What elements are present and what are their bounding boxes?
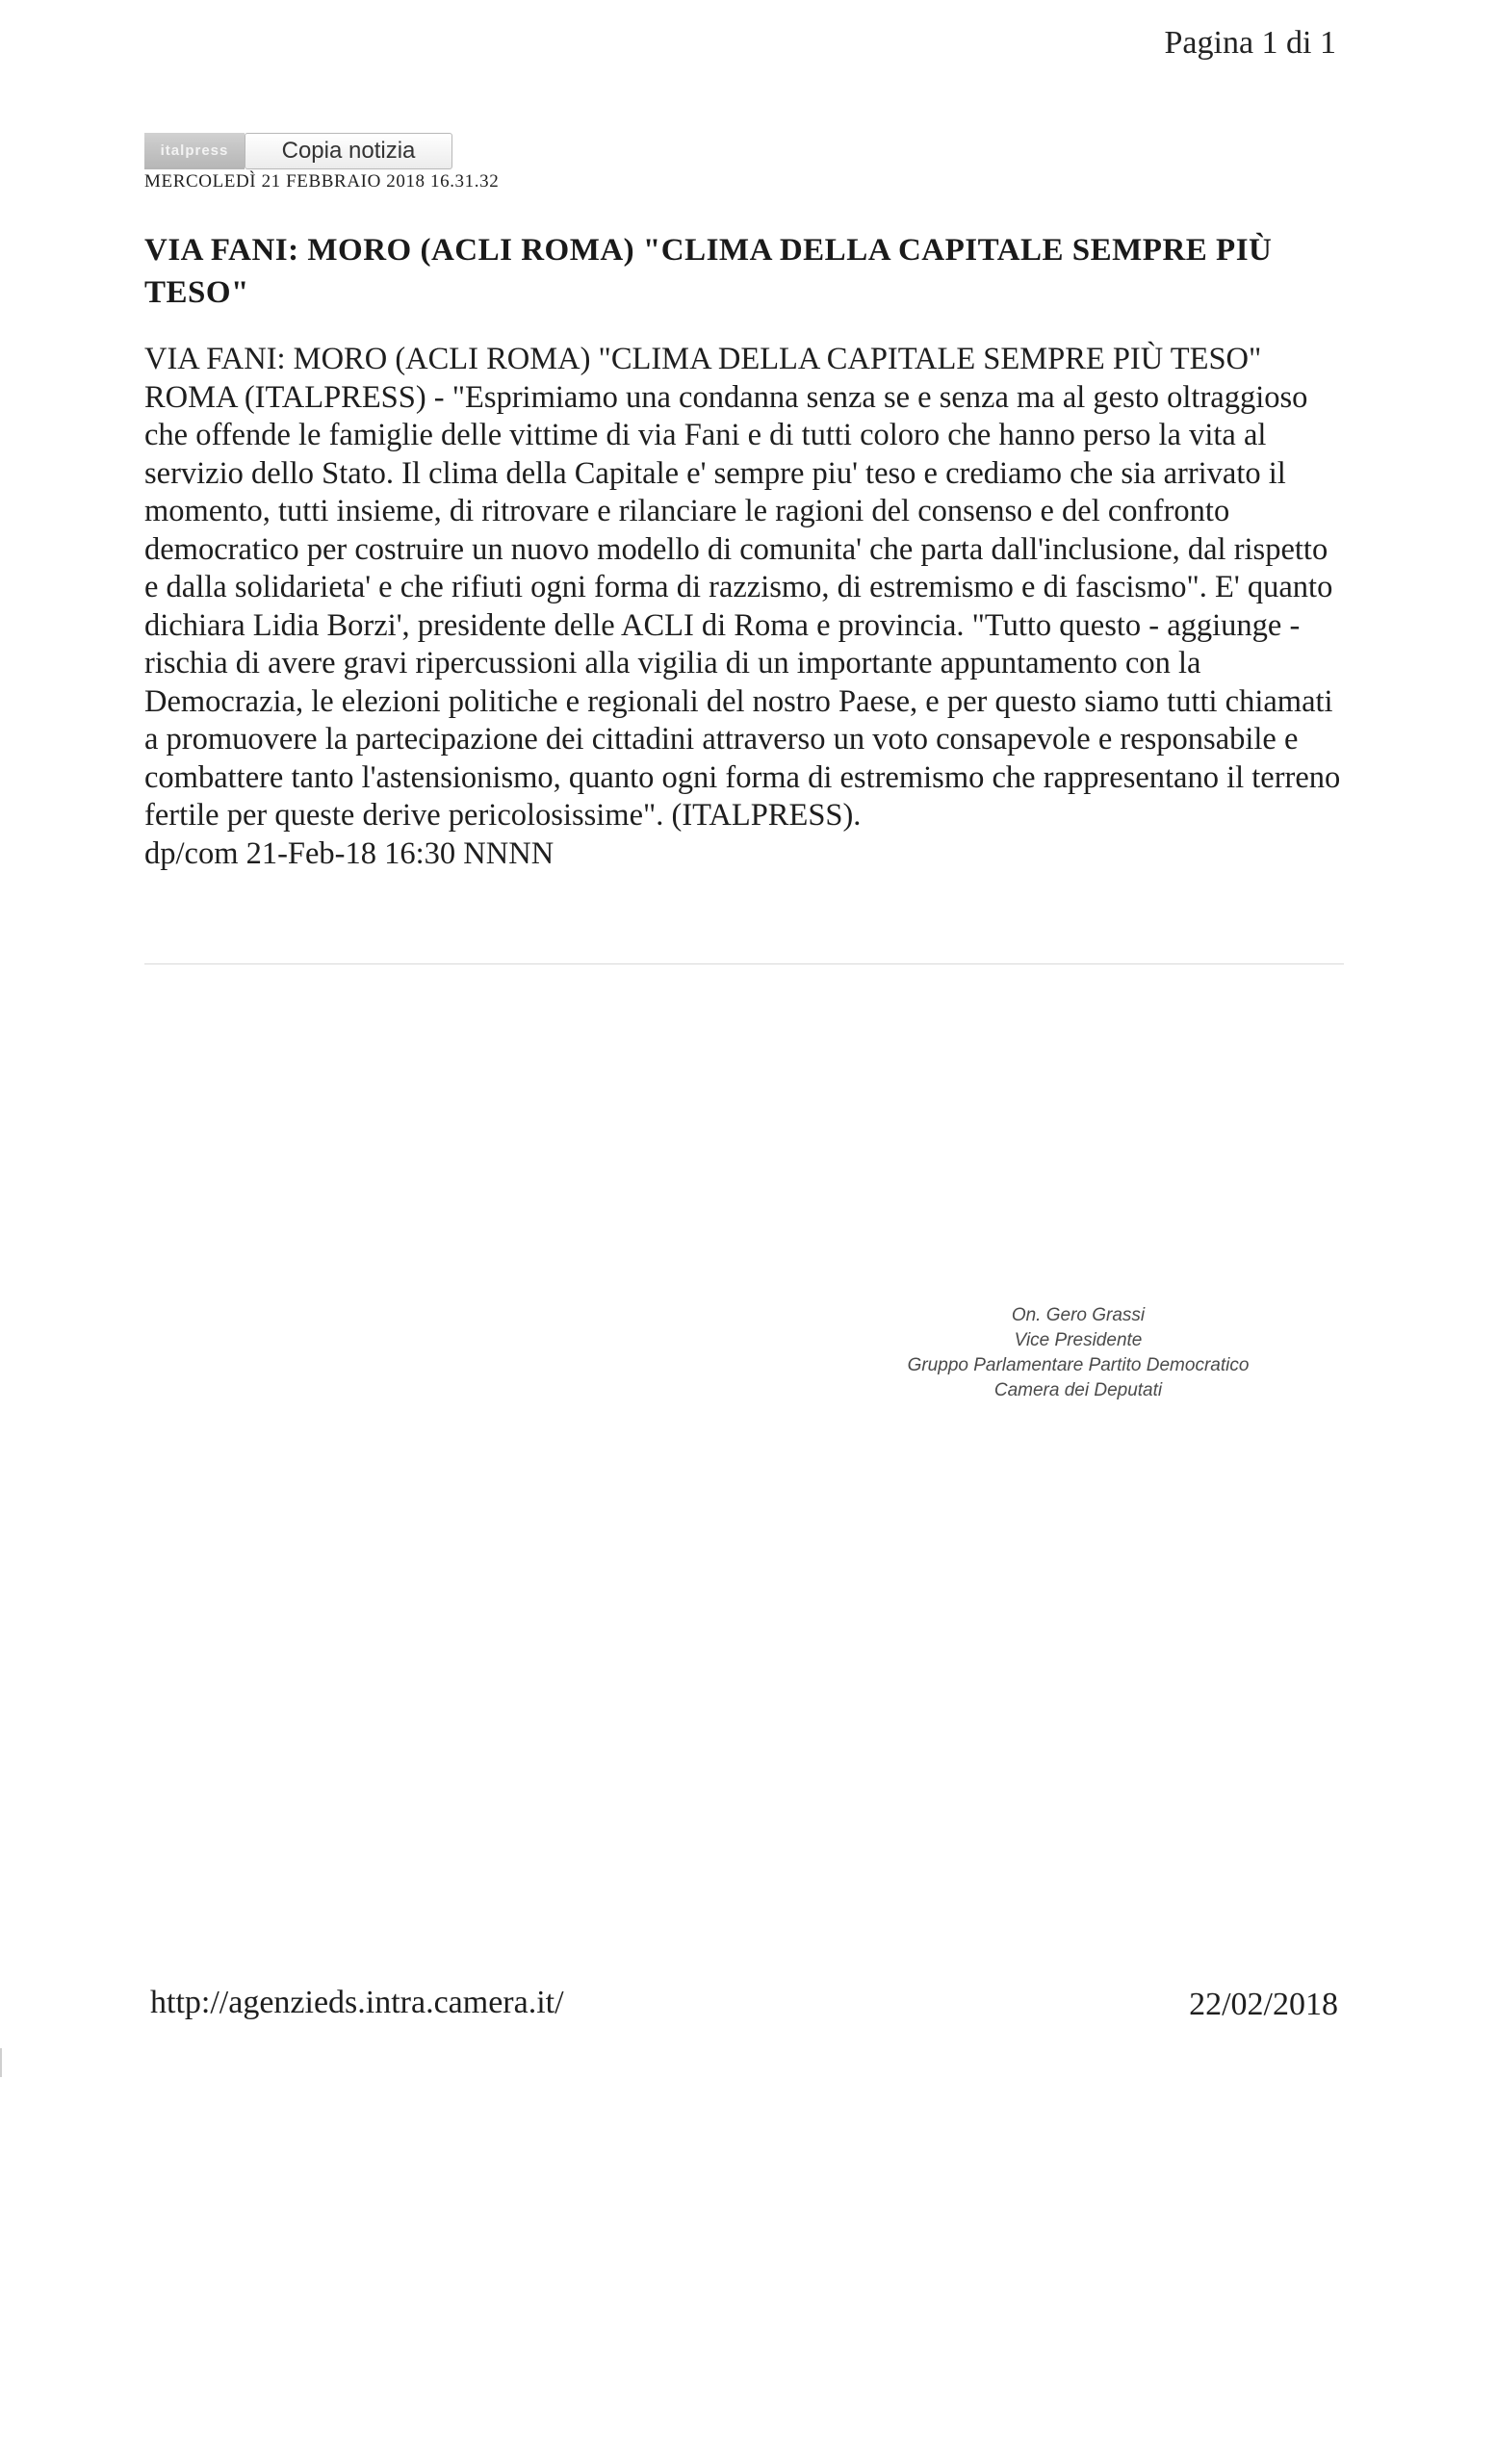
divider	[144, 963, 1344, 964]
stamp-institution: Camera dei Deputati	[993, 1380, 1163, 1400]
article-sign-off: dp/com 21-Feb-18 16:30 NNNN	[144, 835, 555, 871]
signature-stamp	[741, 1303, 1415, 1403]
dateline: MERCOLEDÌ 21 FEBBRAIO 2018 16.31.32	[144, 171, 500, 192]
stamp-name: On. Gero Grassi	[1011, 1305, 1146, 1325]
article-body	[144, 341, 1348, 873]
page-number: Pagina 1 di 1	[1164, 25, 1336, 61]
italpress-logo: italpress	[144, 133, 245, 169]
article-headline: VIA FANI: MORO (ACLI ROMA) "CLIMA DELLA CAPITALE SEMPRE PIÙ TESO"	[144, 233, 1273, 310]
copy-news-button[interactable]: Copia notizia	[245, 133, 452, 169]
footer-date: 22/02/2018	[1189, 1987, 1338, 2022]
stamp-role: Vice Presidente	[1014, 1330, 1143, 1350]
source-bar	[144, 133, 452, 169]
footer-url: http://agenzieds.intra.camera.it/	[150, 1985, 564, 2020]
stamp-group: Gruppo Parlamentare Partito Democratico	[907, 1355, 1250, 1375]
article-body-paragraph: VIA FANI: MORO (ACLI ROMA) "CLIMA DELLA CAPITALE SEMPRE PIÙ TESO" ROMA (ITALPRESS) - "Esprimiamo una condanna senza se e senza ma al gesto oltraggioso che offende le famiglie delle vittime di via Fani e di tutti coloro che hanno perso la vita al servizio dello Stato. Il clima della Capitale e' sempre piu' teso e crediamo che sia arrivato il momento, tutti insieme, di ritrovare e rilanciare le ragioni del consenso e del confronto democratico per costruire un nuovo modello di comunita' che parta dall'inclusione, dal rispetto e dalla solidarieta' e che rifiuti ogni forma di razzismo, di estremismo e di fascismo". E' quanto dichiara Lidia Borzi', presidente delle ACLI di Roma e provincia. "Tutto questo - aggiunge - rischia di avere gravi ripercussioni alla vigilia di un importante appuntamento con la Democrazia, le elezioni politiche e regionali del nostro Paese, e per questo siamo tutti chiamati a promuovere la partecipazione dei cittadini attraverso un voto consapevole e responsabile e combattere tanto l'astensionismo, quanto ogni forma di estremismo che rappresentano il terreno fertile per queste derive pericolosissime". (ITALPRESS).	[144, 342, 1341, 833]
scan-edge	[0, 2048, 2, 2077]
